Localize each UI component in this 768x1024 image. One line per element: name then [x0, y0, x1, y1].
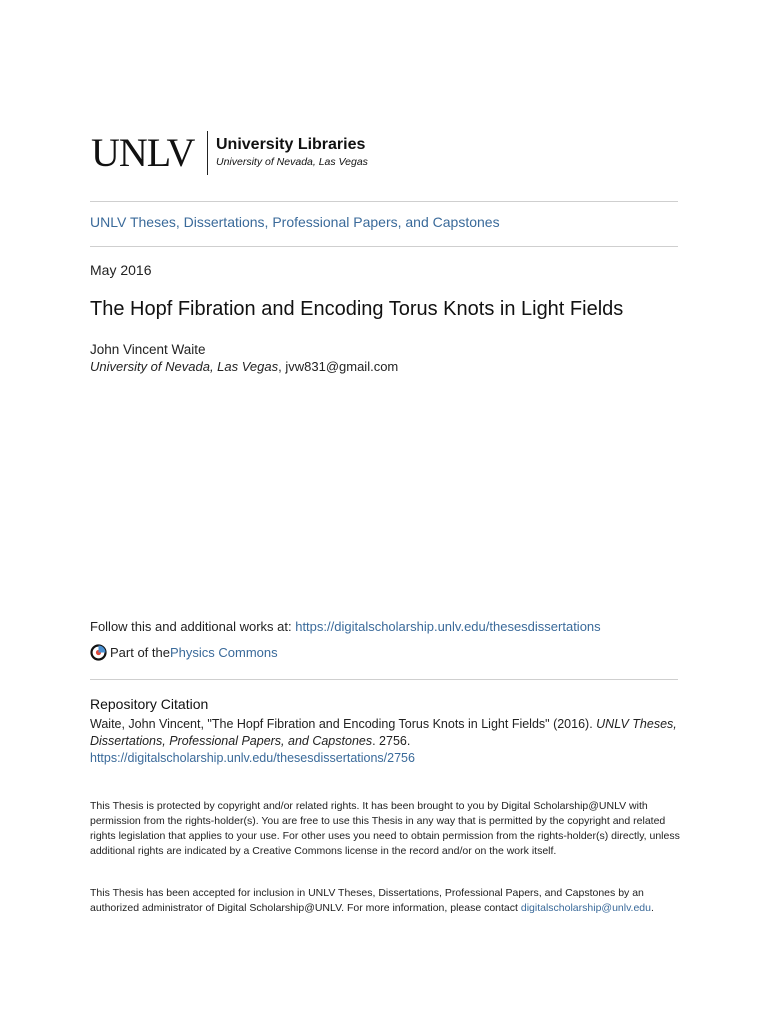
contact-email-link[interactable]: digitalscholarship@unlv.edu	[520, 902, 651, 914]
citation-heading: Repository Citation	[90, 696, 209, 712]
acceptance-end: .	[650, 902, 654, 914]
part-of-prefix: Part of the	[110, 645, 170, 660]
citation-series: UNLV Theses, Dissertations, Professional Papers, and Capstones	[90, 717, 677, 748]
citation-text: Waite, John Vincent, "The Hopf Fibration and Encoding Torus Knots in Light Fields" (2016).	[90, 717, 597, 731]
part-of-line	[90, 644, 278, 661]
author-institution: University of Nevada, Las Vegas	[90, 359, 279, 374]
acceptance-text: This Thesis has been accepted for inclusion in UNLV Theses, Dissertations, Professional Papers, and Capstones by an authorized administrator of Digital Scholarship@UNLV. For more information, please contact	[90, 887, 644, 914]
copyright-notice: This Thesis is protected by copyright and/or related rights. It has been brought to you by Digital Scholarship@UNLV with permission from the rights-holder(s). You are free to use this Thesis in any way that is permitted by the copyright and related rights legislation that applies to your use. For other uses you need to obtain permission from the rights-holder(s) directly, unless additional rights are indicated by a Creative Commons license in the record and/or on the work itself.	[90, 800, 680, 857]
follow-line	[90, 619, 601, 634]
logo-libraries: University Libraries	[216, 136, 366, 153]
divider-citation	[90, 679, 678, 680]
citation-url-link[interactable]: https://digitalscholarship.unlv.edu/thesesdissertations/2756	[90, 751, 415, 765]
divider-top	[90, 201, 678, 202]
thesis-title: The Hopf Fibration and Encoding Torus Knots in Light Fields	[90, 298, 624, 320]
citation-number: . 2756.	[372, 734, 411, 748]
follow-prefix: Follow this and additional works at:	[90, 619, 296, 634]
author-email: , jvw831@gmail.com	[278, 359, 399, 374]
publication-date: May 2016	[90, 262, 152, 278]
unlv-logo-wordmark: UNLV	[91, 130, 195, 175]
acceptance-notice	[90, 886, 680, 916]
author-name: John Vincent Waite	[90, 342, 206, 357]
physics-commons-link[interactable]: Physics Commons	[169, 645, 278, 660]
divider-series	[90, 246, 678, 247]
logo-divider	[207, 131, 208, 175]
citation-body	[90, 716, 680, 767]
author-affiliation	[90, 359, 398, 374]
logo-university: University of Nevada, Las Vegas	[216, 156, 368, 168]
follow-url-link[interactable]: https://digitalscholarship.unlv.edu/thesesdissertations	[295, 619, 601, 634]
creative-commons-icon	[90, 644, 107, 661]
series-link[interactable]: UNLV Theses, Dissertations, Professional Papers, and Capstones	[90, 214, 500, 230]
